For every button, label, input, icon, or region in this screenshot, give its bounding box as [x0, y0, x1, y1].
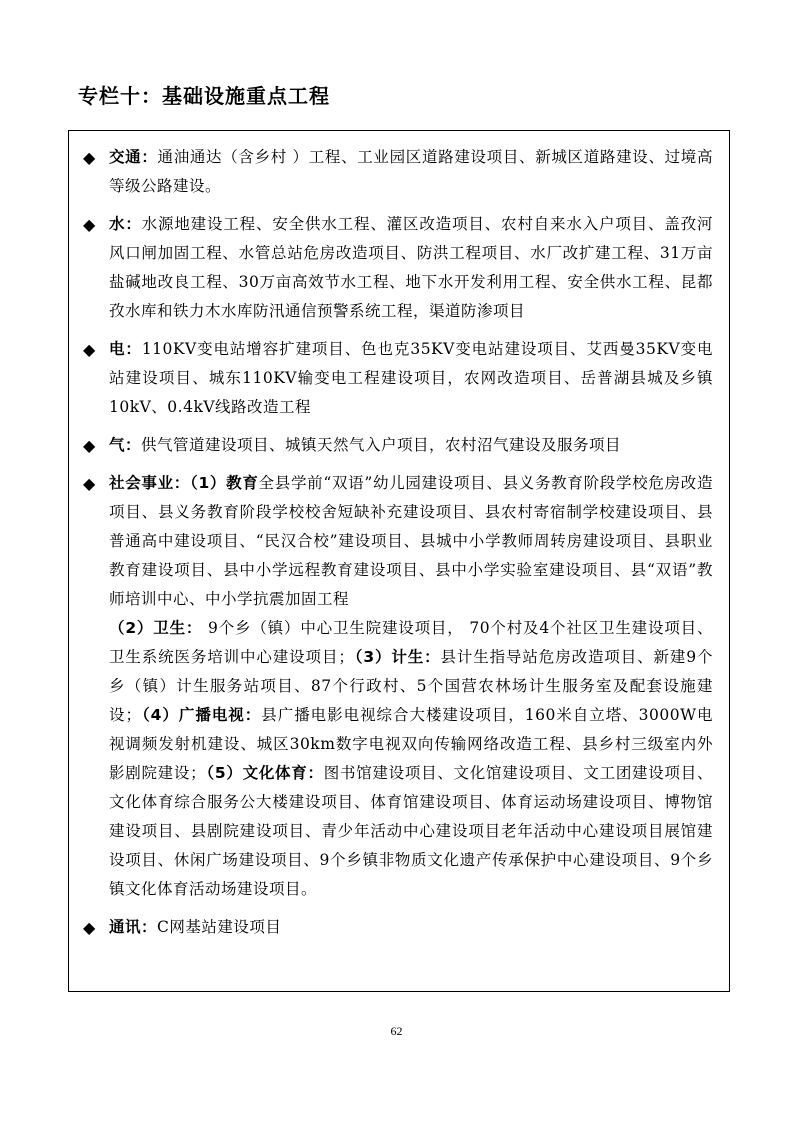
education-text: 全县学前“双语”幼儿园建设项目、县义务教育阶段学校危房改造项目、县义务教育阶段学校校舍短缺补充建设项目、县农村寄宿制学校建设项目、县普通高中建设项目、“民汉合校”建设项目、县城中小学教师周转房建设项目、县职业教育建设项目、县中小学远程教育建设项目、县中小学实验室建设项目、县“双语”教师培训中心、中小学抗震加固工程: [109, 474, 713, 608]
diamond-bullet-icon: ◆: [83, 918, 96, 937]
projects-box: [68, 130, 730, 992]
item-text: 110KV变电站增容扩建项目、色也克35KV变电站建设项目、艾西曼35KV变电站建设项目、城东110KV输变电工程建设项目，农网改造项目、岳普湖县城及乡镇10kV、0.4kV线路改造工程: [109, 340, 713, 416]
diamond-bullet-icon: ◆: [83, 340, 96, 359]
item-label: 社会事业：: [109, 474, 190, 492]
broadcast-text: 县广播电影电视综合大楼建设项目，160米自立塔、3000W电视调频发射机建设、城区30km数字电视双向传输网络改造工程、县乡村三级室内外影剧院建设；: [109, 706, 713, 782]
item-text: 供气管道建设项目、城镇天然气入户项目，农村沼气建设及服务项目: [141, 436, 622, 454]
item-text: 水源地建设工程、安全供水工程、灌区改造项目、农村自来水入户项目、盖孜河风口闸加固工程、水管总站危房改造项目、防洪工程项目、水厂改扩建工程、31万亩盐碱地改良工程、30万亩高效节水工程、地下水开发利用工程、安全供水工程、昆都孜水库和铁力木水库防汛通信预警系统工程，渠道防渗项目: [109, 215, 713, 320]
family-planning-text: 县计生指导站危房改造项目、新建9个乡（镇）计生服务站项目、87个行政村、5个国营农林场计生服务室及配套设施建设；: [109, 648, 713, 724]
culture-sports-text: 图书馆建设项目、文化馆建设项目、文工团建设项目、文化体育综合服务公大楼建设项目、体育馆建设项目、体育运动场建设项目、博物馆建设项目、县剧院建设项目、青少年活动中心建设项目老年活动中心建设项目展馆建设项目、休闲广场建设项目、9个乡镇非物质文化遗产传承保护中心建设项目、9个乡镇文化体育活动场建设项目。: [109, 764, 713, 898]
broadcast-label: （4）广播电视：: [141, 706, 262, 724]
page-number: 62: [390, 1024, 403, 1038]
education-label: （1）教育: [190, 474, 259, 492]
diamond-bullet-icon: ◆: [83, 148, 96, 167]
item-text: C网基站建设项目: [157, 918, 282, 936]
item-water: [83, 210, 713, 326]
item-label: 水：: [109, 215, 142, 233]
family-planning-label: （3）计生：: [354, 648, 441, 666]
diamond-bullet-icon: ◆: [83, 474, 96, 493]
item-telecom: [83, 913, 713, 942]
item-label: 电：: [109, 340, 142, 358]
item-social: [83, 469, 713, 904]
item-traffic: [83, 143, 713, 201]
diamond-bullet-icon: ◆: [83, 436, 96, 455]
culture-sports-label: （5）文化体育：: [206, 764, 324, 782]
diamond-bullet-icon: ◆: [83, 215, 96, 234]
item-text: 通油通达（含乡村 ）工程、工业园区道路建设项目、新城区道路建设、过境高等级公路建设。: [109, 148, 713, 195]
section-title: 专栏十：基础设施重点工程: [78, 84, 330, 108]
item-label: 气：: [109, 436, 142, 454]
item-label: 交通：: [109, 148, 158, 166]
item-label: 通讯：: [109, 918, 158, 936]
health-label: （2）卫生：: [109, 619, 203, 637]
item-power: [83, 335, 713, 422]
health-text: 9个乡（镇）中心卫生院建设项目， 70个村及4个社区卫生建设项目、卫生系统医务培训中心建设项目；: [109, 619, 713, 666]
item-gas: [83, 431, 713, 460]
